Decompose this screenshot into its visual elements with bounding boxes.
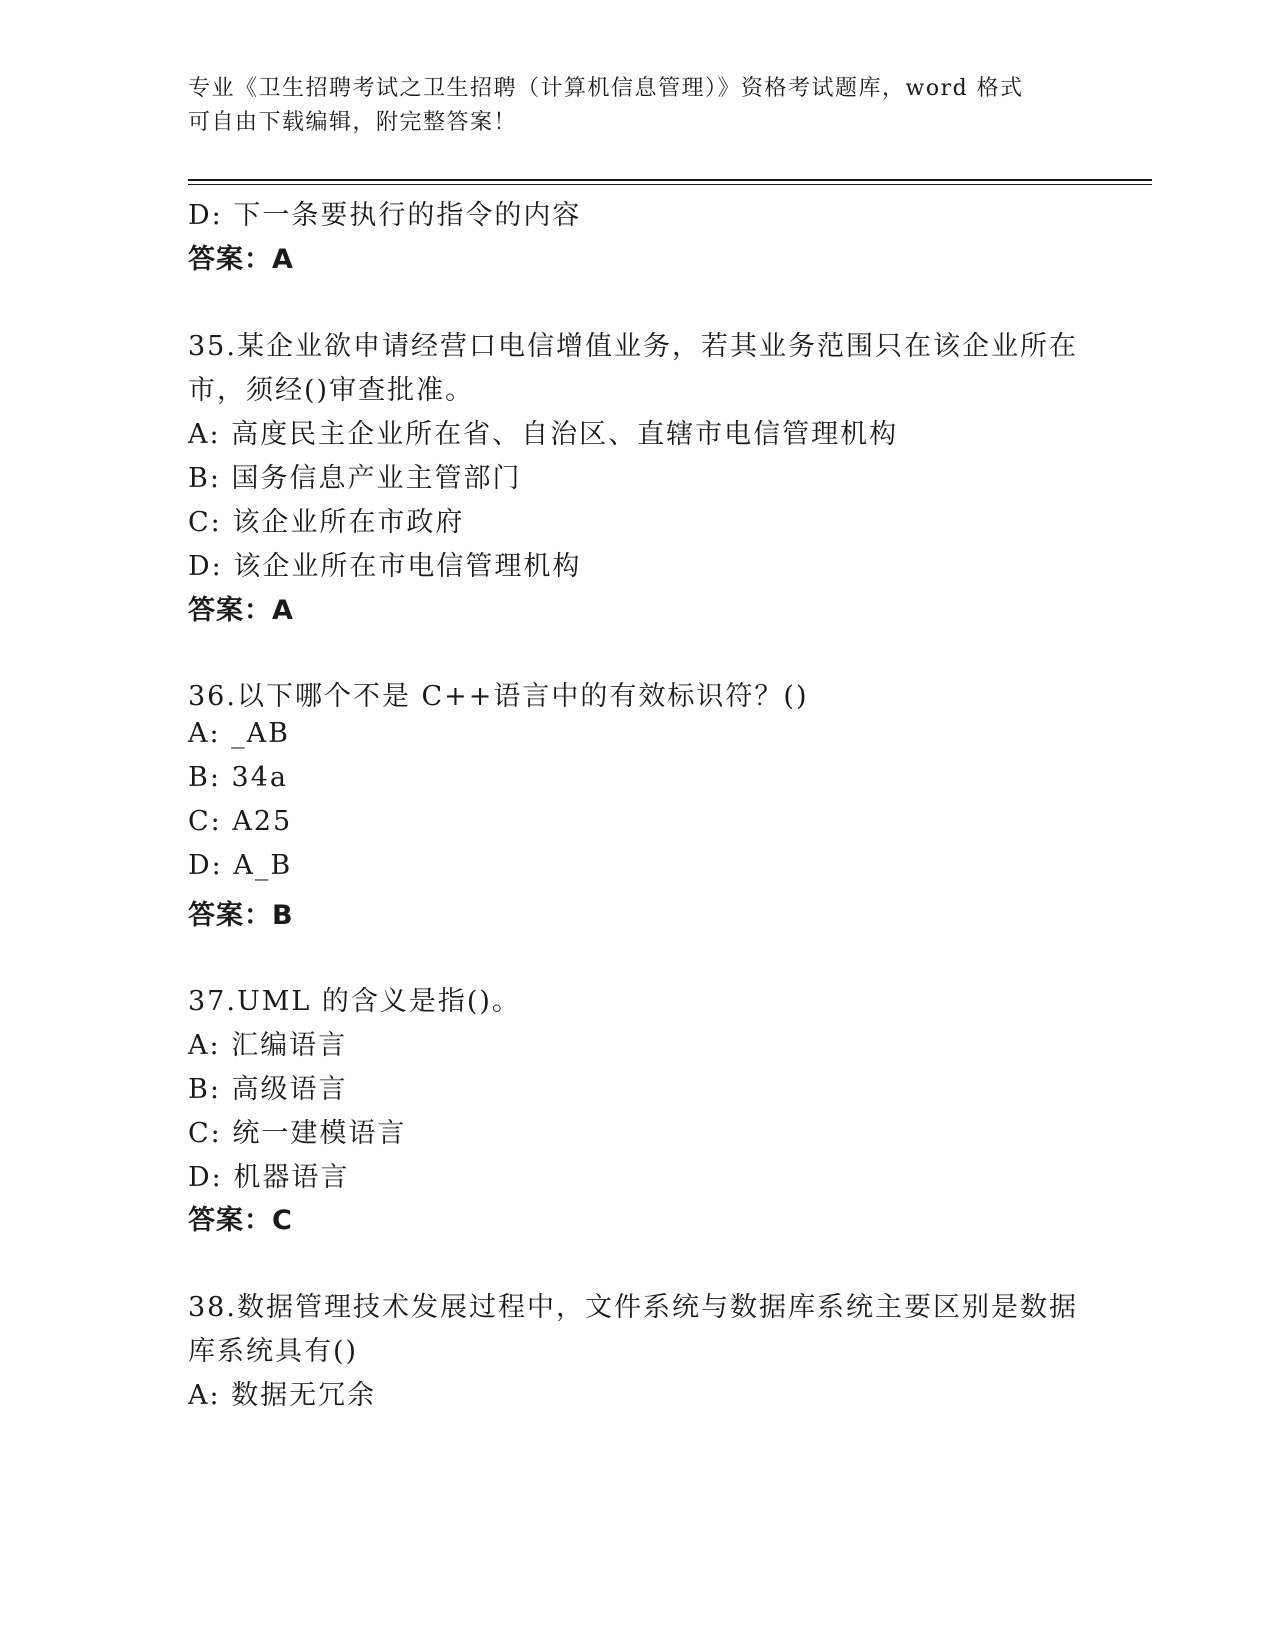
q35-option-b: B: 国务信息产业主管部门 bbox=[188, 463, 522, 494]
prev-option-d: D: 下一条要执行的指令的内容 bbox=[188, 200, 582, 231]
q36-option-a: A: _AB bbox=[188, 718, 291, 749]
q36-stem-line-1: 36.以下哪个不是 C++语言中的有效标识符？() bbox=[188, 681, 809, 712]
document-header bbox=[188, 72, 1088, 140]
header-line-1: 专业《卫生招聘考试之卫生招聘（计算机信息管理）》资格考试题库，word 格式 bbox=[188, 76, 1024, 101]
q37-option-a: A: 汇编语言 bbox=[188, 1030, 348, 1061]
q35-stem-line-2: 市，须经()审查批准。 bbox=[188, 375, 475, 406]
q37-option-d: D: 机器语言 bbox=[188, 1162, 350, 1193]
q36-option-c: C: A25 bbox=[188, 806, 293, 837]
q38-stem-line-2: 库系统具有() bbox=[188, 1336, 359, 1367]
header-divider-thin bbox=[188, 184, 1152, 185]
q36-option-b: B: 34a bbox=[188, 762, 288, 793]
q37-option-b: B: 高级语言 bbox=[188, 1074, 348, 1105]
q36-answer: 答案：B bbox=[188, 900, 294, 931]
q38-stem-line-1: 38.数据管理技术发展过程中，文件系统与数据库系统主要区别是数据 bbox=[188, 1292, 1078, 1323]
header-line-2: 可自由下载编辑，附完整答案！ bbox=[188, 110, 518, 135]
q37-answer: 答案：C bbox=[188, 1205, 293, 1236]
prev-answer: 答案：A bbox=[188, 244, 294, 275]
q35-option-d: D: 该企业所在市电信管理机构 bbox=[188, 551, 582, 582]
header-divider-thick bbox=[188, 179, 1152, 181]
q37-option-c: C: 统一建模语言 bbox=[188, 1118, 407, 1149]
q35-stem-line-1: 35.某企业欲申请经营口电信增值业务，若其业务范围只在该企业所在 bbox=[188, 331, 1078, 362]
q38-option-a: A: 数据无冗余 bbox=[188, 1380, 377, 1411]
q35-option-c: C: 该企业所在市政府 bbox=[188, 507, 465, 538]
q35-answer: 答案：A bbox=[188, 595, 294, 626]
q35-option-a: A: 高度民主企业所在省、自治区、直辖市电信管理机构 bbox=[188, 419, 899, 450]
q36-option-d: D: A_B bbox=[188, 850, 293, 881]
q37-stem-line-1: 37.UML 的含义是指()。 bbox=[188, 986, 521, 1017]
